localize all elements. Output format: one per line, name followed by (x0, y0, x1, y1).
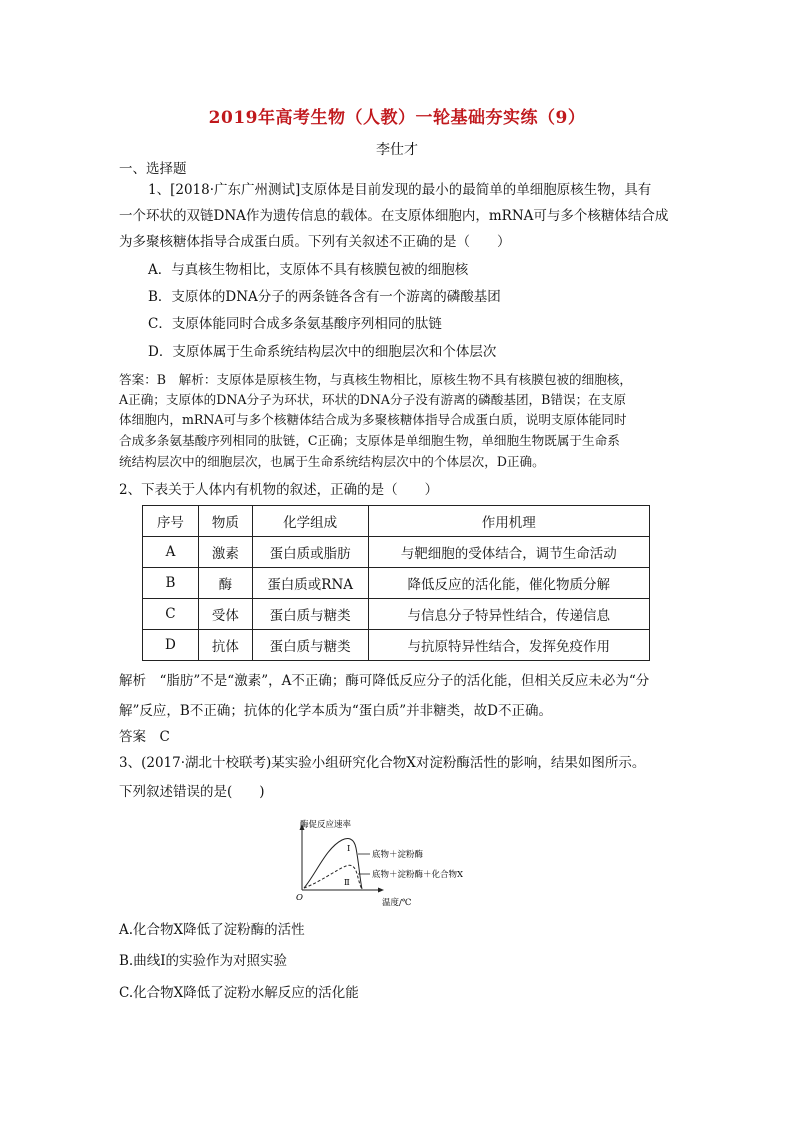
q1-option-a: A．与真核生物相比，支原体不具有核膜包被的细胞核 (148, 262, 469, 278)
table-cell: D (143, 630, 199, 661)
q1-stem-line: 1、[2018·广东广州测试]支原体是目前发现的最小的最简单的单细胞原核生物，具有 (148, 182, 652, 198)
header-cell: 序号 (143, 506, 199, 537)
table-cell: C (143, 599, 199, 630)
curve-1-mark: Ⅰ (347, 844, 351, 854)
table-header-row (143, 506, 650, 537)
table-cell: 抗体 (198, 630, 252, 661)
q2-answer: 答案 C (119, 729, 170, 745)
table-cell: A (143, 537, 199, 568)
section-heading: 一、选择题 (119, 161, 187, 177)
q3-option-c: C.化合物X降低了淀粉水解反应的活化能 (119, 985, 359, 1001)
table-cell: 激素 (198, 537, 252, 568)
q1-answer-line: A正确；支原体的DNA分子为环状，环状的DNA分子没有游离的磷酸基团，B错误；在支原 (119, 392, 626, 407)
table-row (143, 537, 650, 568)
curve-2-label: 底物＋淀粉酶＋化合物X (372, 870, 464, 880)
table-cell: 降低反应的活化能，催化物质分解 (368, 568, 649, 599)
q1-option-c: C．支原体能同时合成多条氨基酸序列相同的肽链 (148, 316, 442, 332)
table-row (143, 599, 650, 630)
q3-stem-line: 下列叙述错误的是( ) (119, 784, 265, 800)
q3-stem-line: 3、(2017·湖北十校联考)某实验小组研究化合物X对淀粉酶活性的影响，结果如图所示。 (119, 755, 646, 771)
header-cell: 作用机理 (368, 506, 649, 537)
table-cell: B (143, 568, 199, 599)
q2-table (142, 505, 650, 661)
curve-1 (304, 839, 362, 889)
table-cell: 酶 (198, 568, 252, 599)
q2-stem: 2、下表关于人体内有机物的叙述，正确的是（ ） (119, 482, 439, 498)
curve-2-mark: Ⅱ (344, 878, 350, 888)
table-cell: 蛋白质或脂肪 (252, 537, 368, 568)
table-cell: 与信息分子特异性结合，传递信息 (368, 599, 649, 630)
q1-answer-line: 体细胞内，mRNA可与多个核糖体结合成为多聚核糖体指导合成蛋白质，说明支原体能同时 (119, 412, 627, 427)
origin-label: O (296, 893, 303, 903)
q1-option-d: D．支原体属于生命系统结构层次中的细胞层次和个体层次 (148, 344, 497, 360)
x-axis-arrow (378, 888, 384, 893)
x-axis-label: 温度/℃ (382, 898, 412, 908)
q3-option-b: B.曲线Ⅰ的实验作为对照实验 (119, 953, 288, 969)
header-cell: 化学组成 (252, 506, 368, 537)
q2-analysis-line: 解”反应，B不正确；抗体的化学本质为“蛋白质”并非糖类，故D不正确。 (119, 703, 552, 719)
table-row (143, 630, 650, 661)
q1-answer-line: 合成多条氨基酸序列相同的肽链，C正确；支原体是单细胞生物，单细胞生物既属于生命系 (119, 433, 620, 448)
curve-1-label: 底物＋淀粉酶 (372, 850, 424, 860)
author: 李仕才 (376, 142, 418, 158)
header-cell: 物质 (198, 506, 252, 537)
q3-option-a: A.化合物X降低了淀粉酶的活性 (119, 922, 305, 938)
enzyme-rate-figure (286, 816, 516, 910)
table-cell: 与抗原特异性结合，发挥免疫作用 (368, 630, 649, 661)
table-cell: 受体 (198, 599, 252, 630)
q1-stem-line: 为多聚核糖体指导合成蛋白质。下列有关叙述不正确的是（ ） (119, 234, 511, 250)
table-cell: 蛋白质与糖类 (252, 599, 368, 630)
q1-answer-line: 统结构层次中的细胞层次，也属于生命系统结构层次中的个体层次，D正确。 (119, 454, 545, 469)
table-cell: 蛋白质与糖类 (252, 630, 368, 661)
page-title: 2019年高考生物（人教）一轮基础夯实练（9） (208, 108, 586, 128)
q1-option-b: B．支原体的DNA分子的两条链各含有一个游离的磷酸基团 (148, 289, 501, 305)
table-cell: 与靶细胞的受体结合，调节生命活动 (368, 537, 649, 568)
q1-answer-line: 答案：B 解析：支原体是原核生物，与真核生物相比，原核生物不具有核膜包被的细胞核， (119, 372, 633, 387)
table-cell: 蛋白质或RNA (252, 568, 368, 599)
table-row (143, 568, 650, 599)
curve-2 (304, 865, 362, 889)
y-axis-label: 酶促反应速率 (300, 820, 352, 830)
q1-stem-line: 一个环状的双链DNA作为遗传信息的载体。在支原体细胞内，mRNA可与多个核糖体结合成 (119, 208, 669, 224)
q2-analysis-line: 解析 “脂肪”不是“激素”，A不正确；酶可降低反应分子的活化能，但相关反应未必为“分 (119, 673, 650, 689)
